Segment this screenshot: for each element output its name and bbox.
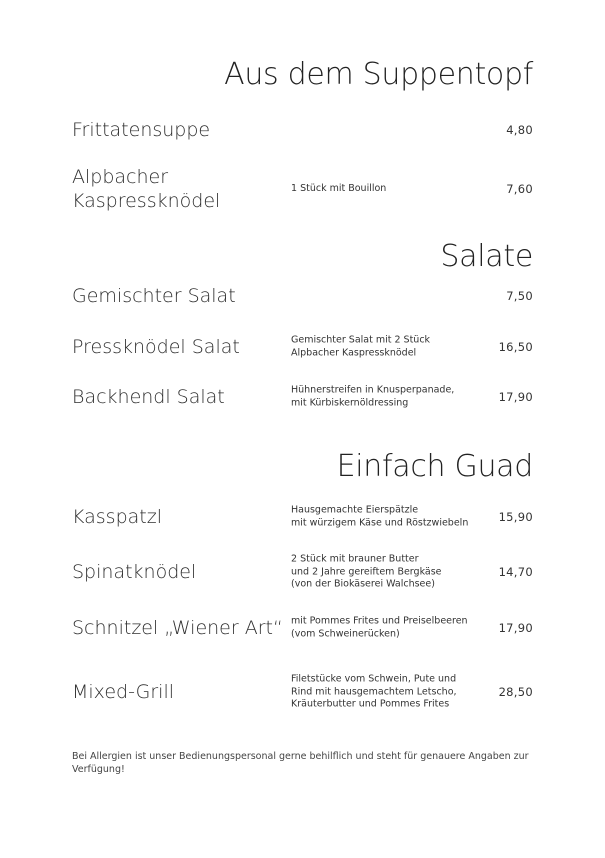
section-title-suppentopf: Aus dem Suppentopf xyxy=(224,57,533,92)
item-name: Schnitzel „Wiener Art“ xyxy=(72,617,283,639)
item-price: 17,90 xyxy=(498,390,533,404)
item-description: mit Pommes Frites und Preiselbeeren (vom Schweinerücken) xyxy=(291,615,468,639)
item-price: 4,80 xyxy=(506,123,533,137)
item-name: Mixed-Grill xyxy=(72,681,175,703)
section-title-einfach-guad: Einfach Guad xyxy=(336,449,533,484)
allergy-note: Bei Allergien ist unser Bedienungspersonal gerne behilflich und steht für genauere Angaben zur Verfügung! xyxy=(72,751,529,775)
section-title-salate: Salate xyxy=(440,239,533,274)
item-description: 2 Stück mit brauner Butter und 2 Jahre gereiftem Bergkäse (von der Biokäserei Walchsee) xyxy=(291,553,442,590)
item-description: 1 Stück mit Bouillon xyxy=(291,182,387,194)
item-name: Kasspatzl xyxy=(72,506,162,528)
item-name: Frittatensuppe xyxy=(72,119,211,141)
item-price: 7,50 xyxy=(506,289,533,303)
item-price: 17,90 xyxy=(498,621,533,635)
item-name: Gemischter Salat xyxy=(72,285,236,307)
item-name: Alpbacher Kaspressknödel xyxy=(72,166,221,212)
item-name: Backhendl Salat xyxy=(72,386,225,408)
item-price: 16,50 xyxy=(498,340,533,354)
item-price: 7,60 xyxy=(506,182,533,196)
item-price: 14,70 xyxy=(498,565,533,579)
item-description: Hausgemachte Eierspätzle mit würzigem Käse und Röstzwiebeln xyxy=(291,504,469,528)
item-name: Spinatknödel xyxy=(72,561,197,583)
item-name: Pressknödel Salat xyxy=(72,336,240,358)
item-description: Filetstücke vom Schwein, Pute und Rind mit hausgemachtem Letscho, Kräuterbutter und Pommes Frites xyxy=(291,673,457,710)
item-description: Hühnerstreifen in Knusperpanade, mit Kürbiskernöldressing xyxy=(291,384,455,408)
item-price: 15,90 xyxy=(498,510,533,524)
item-price: 28,50 xyxy=(498,685,533,699)
item-description: Gemischter Salat mit 2 Stück Alpbacher Kaspressknödel xyxy=(291,334,431,358)
